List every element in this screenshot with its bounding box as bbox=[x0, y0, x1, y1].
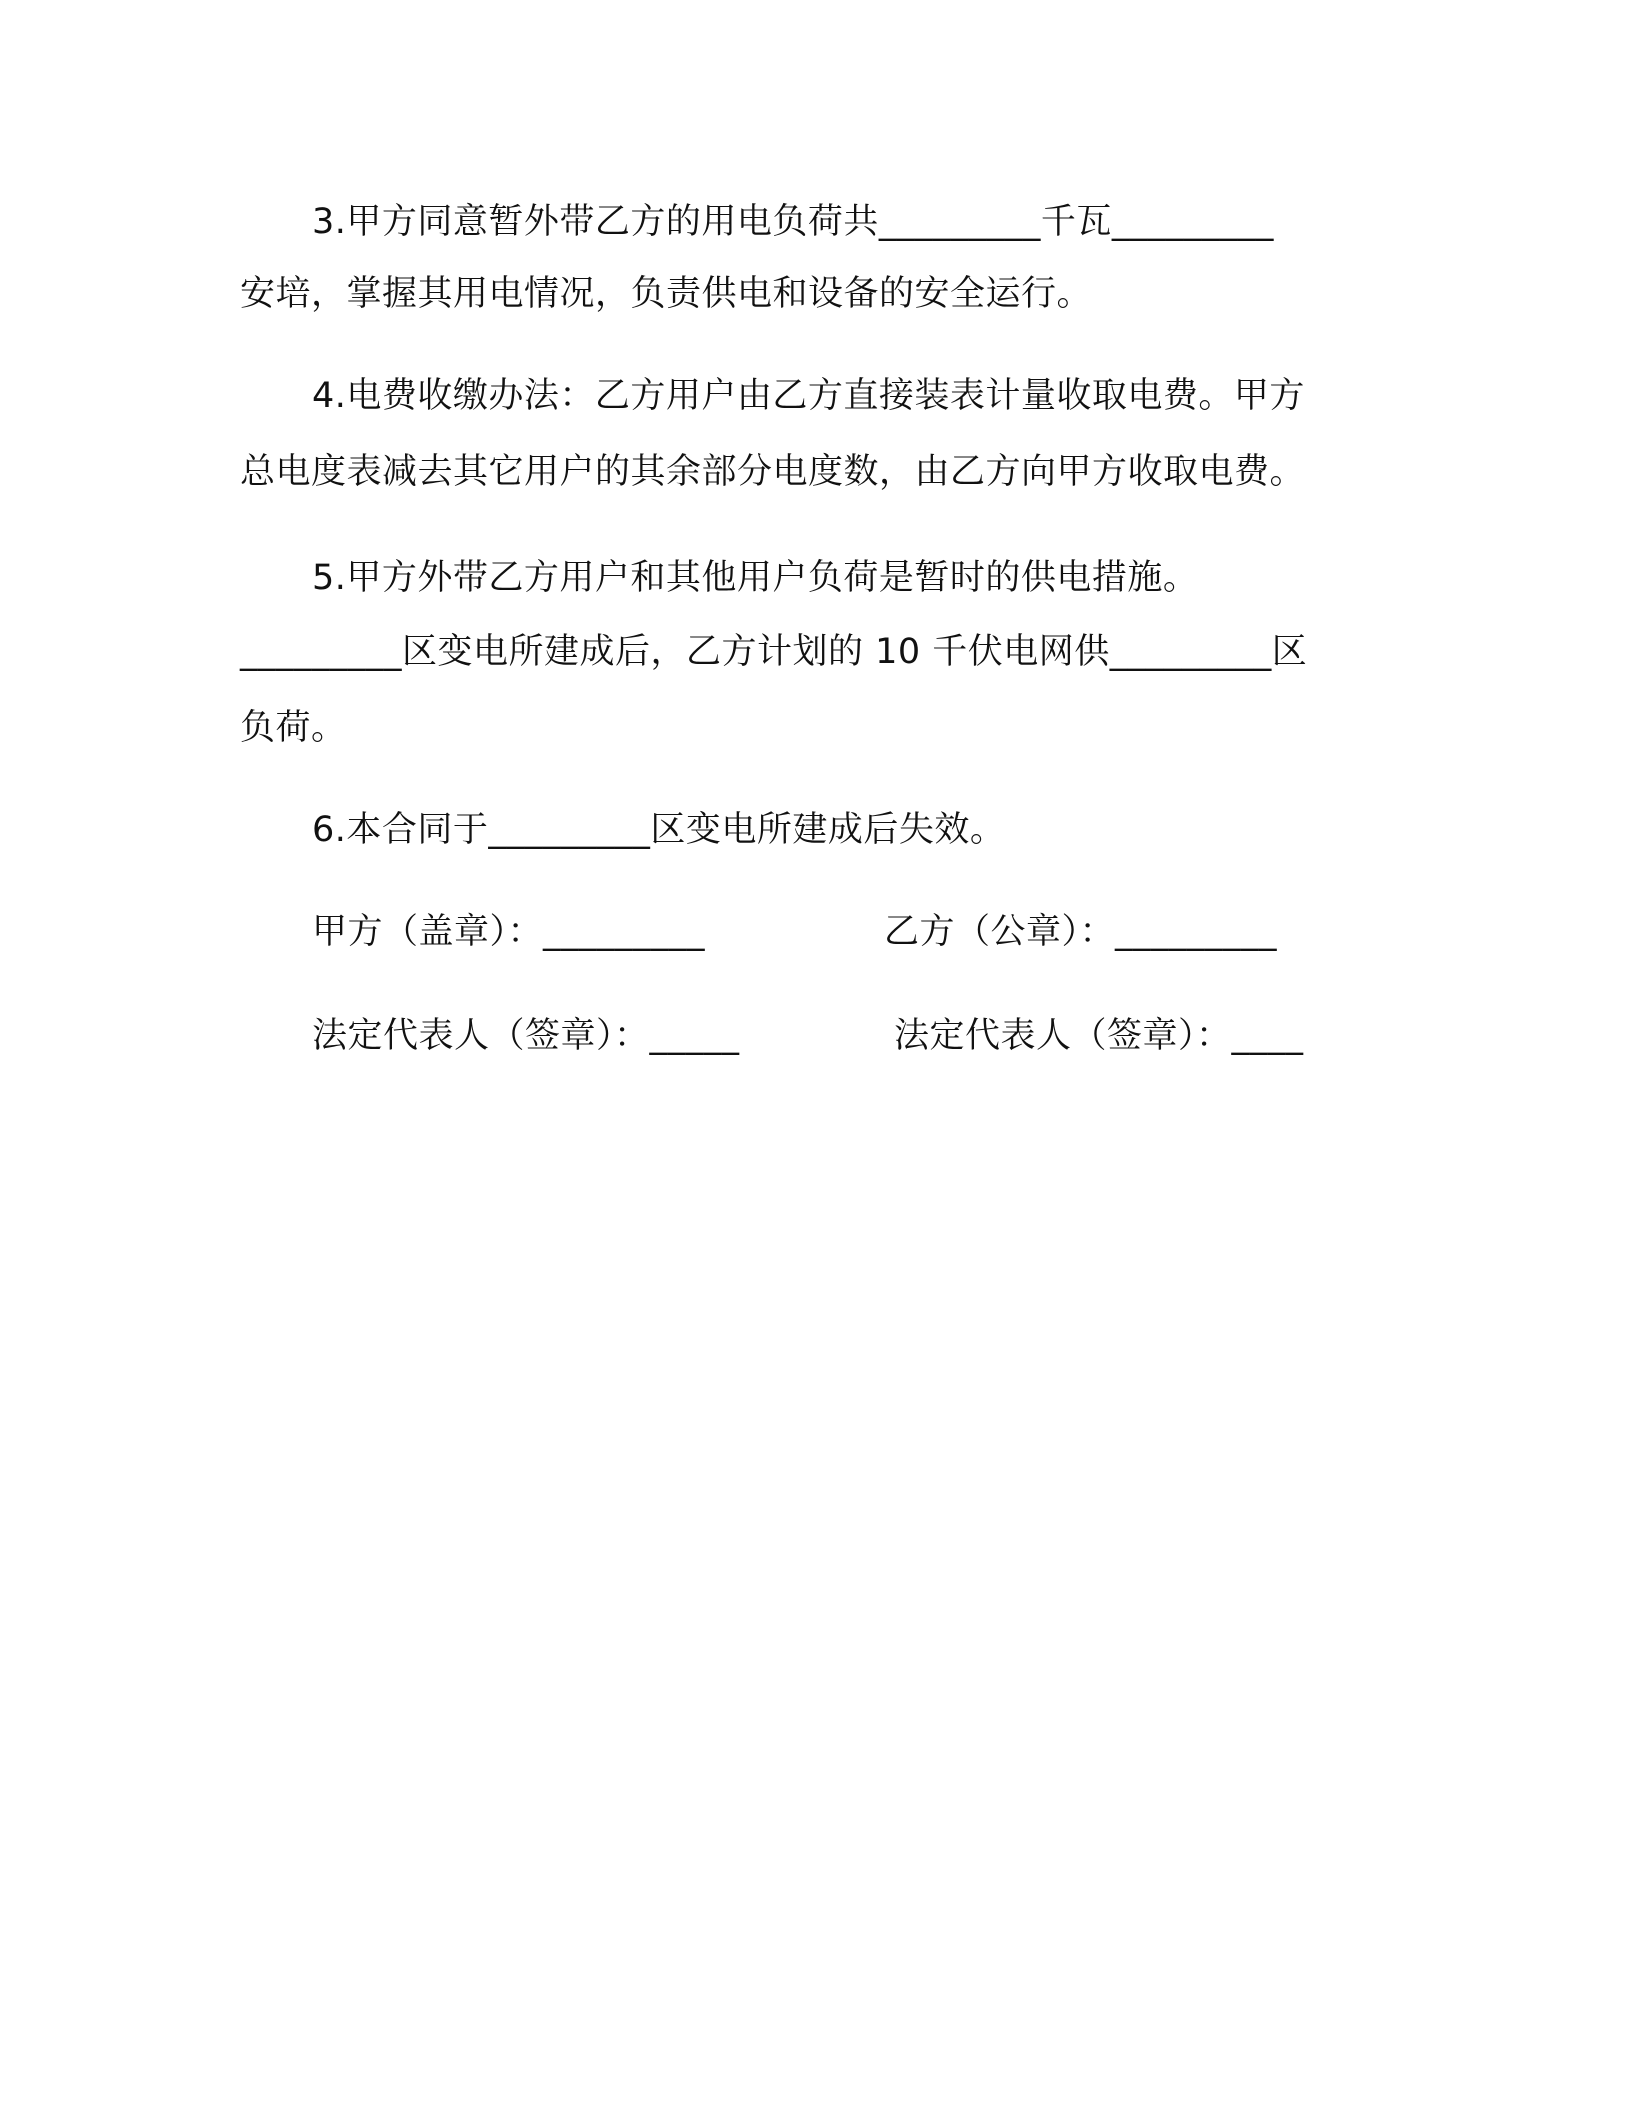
clause-5-line-1: 5.甲方外带乙方用户和其他用户负荷是暂时的供电措施。 bbox=[312, 558, 1199, 598]
party-b-seal-field: 乙方（公章）：_________ bbox=[884, 912, 1278, 952]
clause-6-line-1: 6.本合同于_________区变电所建成后失效。 bbox=[312, 810, 1006, 850]
clause-3-line-2: 安培，掌握其用电情况，负责供电和设备的安全运行。 bbox=[240, 274, 1093, 314]
clause-5-line-2: _________区变电所建成后，乙方计划的 10 千伏电网供_________区 bbox=[240, 632, 1308, 672]
party-b-representative-field: 法定代表人（签章）：____ bbox=[894, 1016, 1304, 1056]
clause-3-line-1: 3.甲方同意暂外带乙方的用电负荷共_________千瓦_________ bbox=[312, 202, 1274, 242]
clause-5-line-3: 负荷。 bbox=[240, 708, 347, 748]
party-a-representative-field: 法定代表人（签章）：_____ bbox=[312, 1016, 740, 1056]
party-a-seal-field: 甲方（盖章）：_________ bbox=[312, 912, 706, 952]
clause-4-line-2: 总电度表减去其它用户的其余部分电度数，由乙方向甲方收取电费。 bbox=[240, 452, 1306, 492]
clause-4-line-1: 4.电费收缴办法：乙方用户由乙方直接装表计量收取电费。甲方 bbox=[312, 376, 1305, 416]
